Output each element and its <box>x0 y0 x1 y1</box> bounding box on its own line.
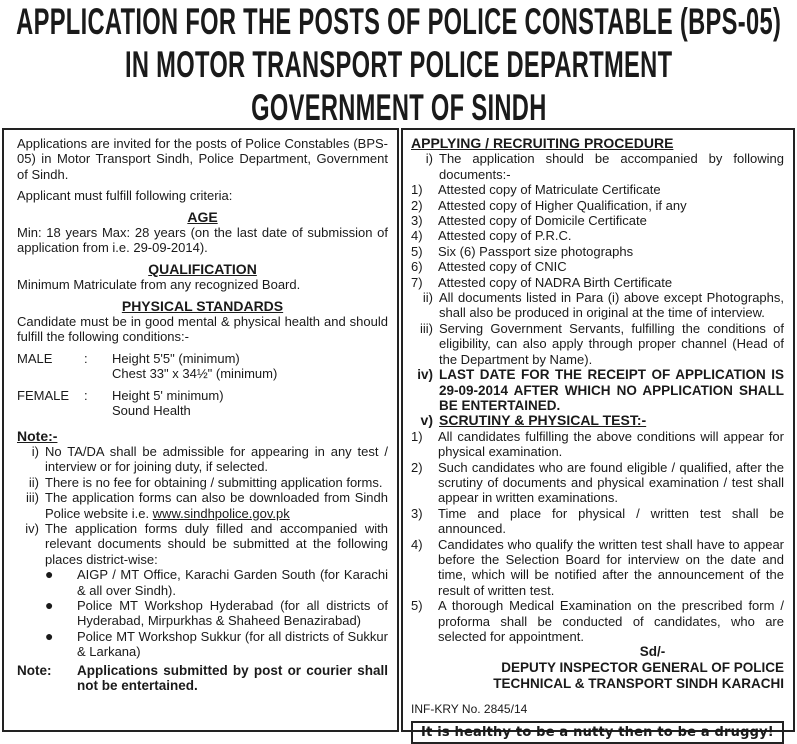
item-text <box>45 490 388 521</box>
procedure-item <box>411 290 784 321</box>
item-number: iii) <box>26 490 39 506</box>
item-text: The application should be accompanied by following documents:- <box>439 151 784 182</box>
bullet-icon: ● <box>45 596 54 613</box>
item-text: All documents listed in Para (i) above except Photographs, shall also be produced in original at the time of interview. <box>439 290 784 321</box>
item-text: No TA/DA shall be admissible for appearing in any test / interview or for joining duty, if selected. <box>45 443 388 475</box>
list-item <box>411 259 784 274</box>
item-number: v) <box>420 412 433 429</box>
criteria-text: Applicant must fulfill following criteria: <box>17 188 233 204</box>
place-item <box>45 567 388 598</box>
title-line-2: IN MOTOR TRANSPORT POLICE DEPARTMENT <box>124 43 673 85</box>
signatory-line-1: DEPUTY INSPECTOR GENERAL OF POLICE <box>501 660 784 676</box>
intro-text: Applications are invited for the posts of Police Constables (BPS-05) in Motor Transport Sindh, Police Department, Government of Sindh. <box>17 136 388 182</box>
item-number: 1) <box>411 182 423 198</box>
item-text: All candidates fulfilling the above conditions will appear for physical examination. <box>438 428 784 460</box>
item-text-part: The application forms can also be downloaded from Sindh Police website i.e. <box>45 490 388 521</box>
item-text: Attested copy of Domicile Certificate <box>438 213 647 229</box>
item-number: ii) <box>28 474 39 490</box>
item-number: 4) <box>411 228 423 244</box>
colon: : <box>84 387 88 403</box>
note-item <box>17 521 388 567</box>
place-item <box>45 598 388 629</box>
item-number: iii) <box>420 320 433 336</box>
female-label: FEMALE <box>17 387 70 403</box>
scrutiny-heading <box>411 413 784 428</box>
place-text: Police MT Workshop Sukkur (for all districts of Sukkur & Larkana) <box>77 628 388 660</box>
item-number: 2) <box>411 459 423 475</box>
list-item <box>411 506 784 537</box>
age-heading: AGE <box>187 208 218 225</box>
final-note-label: Note: <box>17 662 52 678</box>
item-text: A thorough Medical Examination on the prescribed form / proforma shall be conducted of candidates, who are selected for appointment. <box>438 598 784 644</box>
note-title: Note:- <box>17 427 58 444</box>
item-number: i) <box>31 443 39 459</box>
website-link[interactable]: www.sindhpolice.gov.pk <box>152 505 290 521</box>
documents-list <box>411 182 784 290</box>
male-chest: Chest 33" x 34½" (minimum) <box>112 366 278 382</box>
item-text: Six (6) Passport size photographs <box>438 243 634 259</box>
procedure-item <box>411 321 784 367</box>
note-heading <box>17 429 388 444</box>
list-item <box>411 275 784 290</box>
scrutiny-title: SCRUTINY & PHYSICAL TEST:- <box>439 412 647 429</box>
age-text: Min: 18 years Max: 28 years (on the last date of submission of application from i.e. 29-09-2014). <box>17 225 388 256</box>
note-item <box>17 444 388 475</box>
note-item <box>17 475 388 490</box>
list-item <box>411 537 784 599</box>
signatory-line-2: TECHNICAL & TRANSPORT SINDH KARACHI <box>493 676 784 692</box>
list-item <box>411 598 784 644</box>
bullet-icon: ● <box>45 566 54 583</box>
item-number: 6) <box>411 259 423 275</box>
place-item <box>45 629 388 660</box>
male-height: Height 5'5" (minimum) <box>112 350 240 366</box>
sd-mark: Sd/- <box>639 644 666 660</box>
item-text: Attested copy of NADRA Birth Certificate <box>438 274 673 290</box>
right-column <box>401 128 795 740</box>
male-standards <box>17 351 388 382</box>
item-text: Such candidates who are found eligible / qualified, after the scrutiny of documents and physical examination / test shall appear in written examinations. <box>438 459 784 506</box>
item-text: Attested copy of Matriculate Certificate <box>438 182 661 198</box>
last-date-item <box>411 367 784 413</box>
left-column <box>2 128 399 732</box>
header <box>0 0 797 129</box>
procedure-item <box>411 151 784 182</box>
item-number: 4) <box>411 536 423 552</box>
title-line-1: APPLICATION FOR THE POSTS OF POLICE CONSTABLE (BPS-05) <box>16 0 781 42</box>
colon: : <box>84 350 88 366</box>
item-number: ii) <box>422 290 433 306</box>
item-number: 5) <box>411 598 423 614</box>
female-standards <box>17 388 388 419</box>
item-number: 1) <box>411 428 423 444</box>
female-height: Height 5' minimum) <box>112 387 224 403</box>
item-number: 3) <box>411 213 423 229</box>
tests-list <box>411 429 784 645</box>
item-number: i) <box>425 151 433 167</box>
list-item <box>411 198 784 213</box>
physical-standards-heading: PHYSICAL STANDARDS <box>121 297 284 314</box>
list-item <box>411 228 784 243</box>
note-item <box>17 490 388 521</box>
item-number: 7) <box>411 274 423 290</box>
item-text: There is no fee for obtaining / submitting application forms. <box>45 474 383 490</box>
item-text: Attested copy of CNIC <box>438 259 567 275</box>
title-line-3: GOVERNMENT OF SINDH <box>250 86 547 128</box>
list-item <box>411 460 784 506</box>
final-note <box>17 663 388 694</box>
list-item <box>411 182 784 197</box>
reference-number: INF-KRY No. 2845/14 <box>411 702 528 717</box>
list-item <box>411 213 784 228</box>
last-date-text: LAST DATE FOR THE RECEIPT OF APPLICATION IS 29-09-2014 AFTER WHICH NO APPLICATION SHALL BE ENTERTAINED. <box>439 367 784 413</box>
final-note-text: Applications submitted by post or courier shall not be entertained. <box>77 662 388 693</box>
item-text: Time and place for physical / written test shall be announced. <box>438 505 784 537</box>
motto-box: It is healthy to be a nutty then to be a druggy! <box>411 721 784 744</box>
qualification-text: Minimum Matriculate from any recognized Board. <box>17 277 301 293</box>
place-text: Police MT Workshop Hyderabad (for all districts of Hyderabad, Mirpurkhas & Shaheed Benazirabad) <box>77 597 388 629</box>
item-number: 5) <box>411 243 423 259</box>
bullet-icon: ● <box>45 627 54 644</box>
item-text: Candidates who qualify the written test shall have to appear before the Selection Board for interview on the date and time, which will be notified after the announcement of the result of written test. <box>438 536 784 598</box>
item-number: iv) <box>25 520 39 536</box>
item-text: Serving Government Servants, fulfilling the conditions of eligibility, can also apply through proper channel (Head of the Department by Name). <box>439 320 784 367</box>
item-text: The application forms duly filled and accompanied with relevant documents should be submitted at the following places district-wise: <box>45 520 388 567</box>
procedure-heading: APPLYING / RECRUITING PROCEDURE <box>411 135 674 151</box>
place-text: AIGP / MT Office, Karachi Garden South (for Karachi & all over Sindh). <box>77 567 388 598</box>
female-health: Sound Health <box>112 403 191 419</box>
item-number: iv) <box>417 367 433 383</box>
item-text: Attested copy of Higher Qualification, if any <box>438 197 687 213</box>
male-label: MALE <box>17 350 53 366</box>
item-number: 2) <box>411 197 423 213</box>
physical-standards-text: Candidate must be in good mental & physical health and should fulfill the following conditions:- <box>17 314 388 345</box>
item-number: 3) <box>411 505 423 521</box>
list-item <box>411 244 784 259</box>
item-text: Attested copy of P.R.C. <box>438 228 572 244</box>
qualification-heading: QUALIFICATION <box>148 260 257 277</box>
list-item <box>411 429 784 460</box>
